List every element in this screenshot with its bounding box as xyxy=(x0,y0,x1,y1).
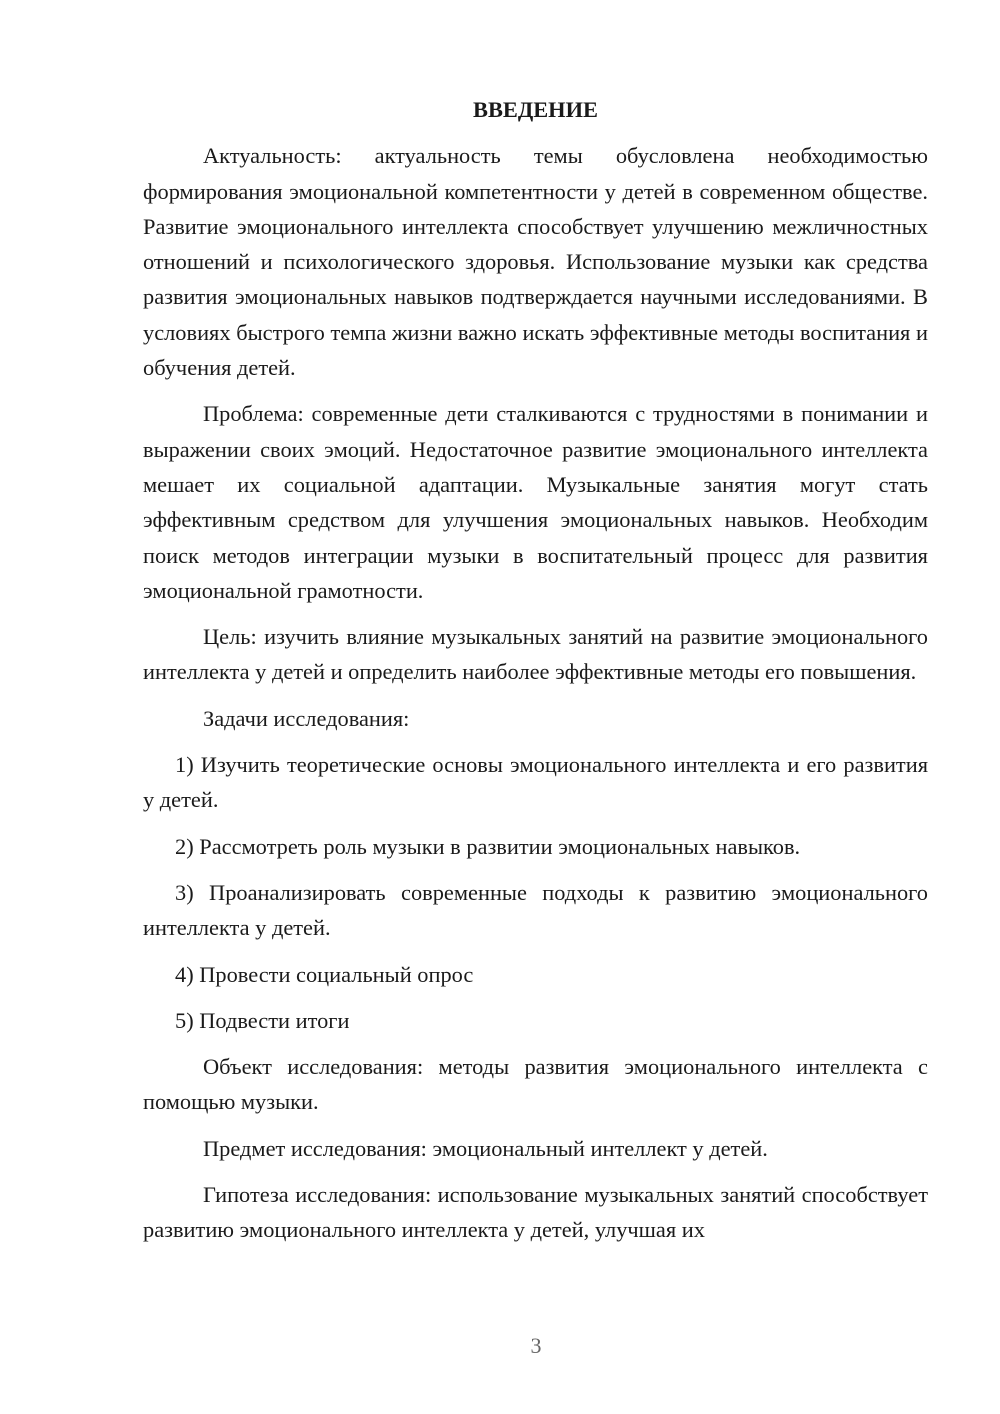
section-title: ВВЕДЕНИЕ xyxy=(473,97,598,122)
page-number: 3 xyxy=(530,1333,542,1358)
paragraph-subject: Предмет исследования: эмоциональный интеллект у детей. xyxy=(203,1135,768,1161)
paragraph-relevance: Актуальность: актуальность темы обусловлена необходимостью формирования эмоциональной компетентности у детей в современном обществе. Развитие эмоционального интеллекта способствует улучшению межличностных отношений и психологического здоровья. Использование музыки как средства развития эмоциональных навыков подтверждается научными исследованиями. В условиях быстрого темпа жизни важно искать эффективные методы воспитания и обучения детей. xyxy=(143,143,928,381)
task-item-3: 3) Проанализировать современные подходы к развитию эмоционального интеллекта у детей. xyxy=(143,879,928,941)
task-item-4: 4) Провести социальный опрос xyxy=(175,961,474,987)
task-item-1: 1) Изучить теоретические основы эмоционального интеллекта и его развития у детей. xyxy=(143,752,928,813)
task-item-2: 2) Рассмотреть роль музыки в развитии эмоциональных навыков. xyxy=(175,833,801,859)
paragraph-hypothesis: Гипотеза исследования: использование музыкальных занятий способствует развитию эмоционального интеллекта у детей, улучшая их xyxy=(143,1182,928,1243)
task-item-5: 5) Подвести итоги xyxy=(175,1007,350,1033)
paragraph-goal: Цель: изучить влияние музыкальных занятий на развитие эмоционального интеллекта у детей и определить наиболее эффективные методы его повышения. xyxy=(143,624,928,685)
paragraph-problem: Проблема: современные дети сталкиваются с трудностями в понимании и выражении своих эмоций. Недостаточное развитие эмоционального интеллекта мешает их социальной адаптации. Музыкальные занятия могут стать эффективным средством для улучшения эмоциональных навыков. Необходим поиск методов интеграции музыки в воспитательный процесс для развития эмоциональной грамотности. xyxy=(143,401,928,603)
page-content xyxy=(143,92,928,1259)
paragraph-tasks-heading: Задачи исследования: xyxy=(203,705,410,731)
paragraph-object: Объект исследования: методы развития эмоционального интеллекта с помощью музыки. xyxy=(143,1054,928,1115)
